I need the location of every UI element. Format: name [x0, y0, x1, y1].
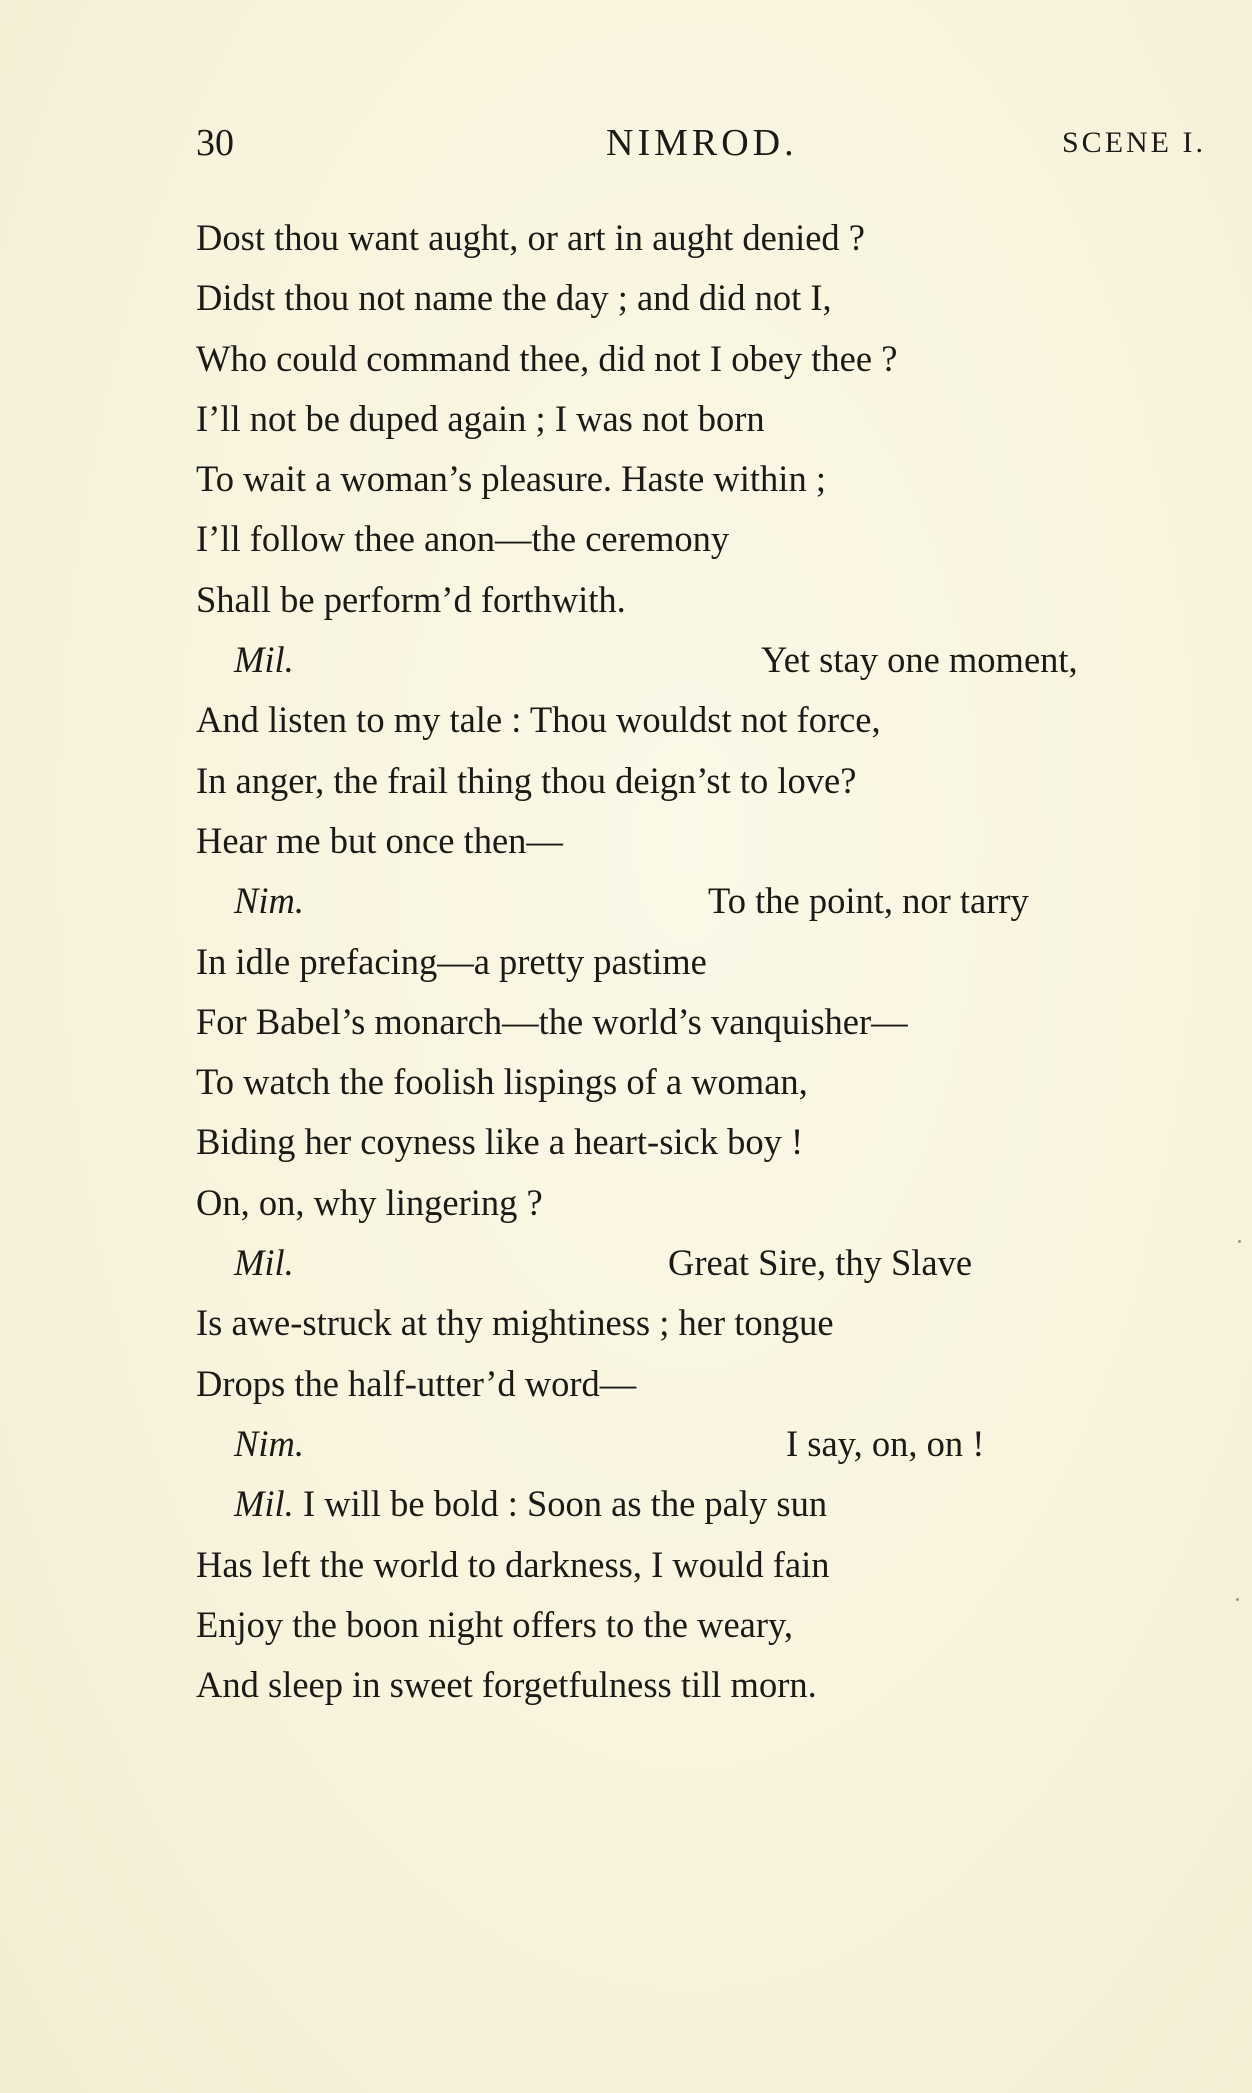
line-continuation: Great Sire, thy Slave — [668, 1242, 973, 1284]
verse-line-21 — [196, 1414, 1186, 1474]
verse-text — [196, 208, 1186, 1715]
speaker-label: Mil. — [234, 1483, 294, 1525]
verse-line-23: Has left the world to darkness, I would fain — [196, 1543, 830, 1585]
verse-line-16: Biding her coyness like a heart-sick boy ! — [196, 1121, 804, 1163]
verse-line-22 — [196, 1474, 1186, 1534]
verse-line-4: I’ll not be duped again ; I was not born — [196, 397, 765, 439]
verse-line-1: Dost thou want aught, or art in aught denied ? — [196, 217, 866, 258]
line-continuation: Yet stay one moment, — [761, 639, 1078, 681]
scene-label: SCENE I. — [1062, 126, 1206, 159]
verse-line-9: And listen to my tale : Thou wouldst not force, — [196, 699, 881, 741]
running-head — [196, 118, 1206, 168]
line-continuation: I say, on, on ! — [786, 1422, 985, 1464]
speaker-label: Nim. — [234, 880, 304, 922]
verse-line-3: Who could command thee, did not I obey thee ? — [196, 337, 898, 379]
verse-line-18 — [196, 1233, 1186, 1293]
verse-line-14: For Babel’s monarch—the world’s vanquisher— — [196, 1000, 908, 1042]
page-number: 30 — [196, 122, 234, 164]
paper-speck — [1236, 1598, 1239, 1601]
line-continuation: To the point, nor tarry — [708, 880, 1029, 922]
paper-speck — [1238, 1240, 1241, 1243]
verse-line-7: Shall be perform’d forthwith. — [196, 578, 626, 620]
verse-line-12 — [196, 871, 1186, 931]
verse-line-5: To wait a woman’s pleasure. Haste within ; — [196, 458, 826, 500]
verse-line-15: To watch the foolish lispings of a woman, — [196, 1061, 808, 1103]
book-title: NIMROD. — [606, 122, 798, 164]
verse-line-19: Is awe-struck at thy mightiness ; her tongue — [196, 1302, 834, 1344]
verse-line-24: Enjoy the boon night offers to the weary, — [196, 1603, 794, 1645]
speaker-label: Mil. — [234, 639, 294, 681]
verse-line-11: Hear me but once then— — [196, 819, 563, 861]
verse-line-17: On, on, why lingering ? — [196, 1181, 543, 1223]
verse-line-13: In idle prefacing—a pretty pastime — [196, 940, 707, 982]
verse-line-10: In anger, the frail thing thou deign’st to love? — [196, 759, 857, 801]
speaker-label: Nim. — [234, 1422, 304, 1464]
verse-line-20: Drops the half-utter’d word— — [196, 1362, 637, 1404]
verse-line-2: Didst thou not name the day ; and did not I, — [196, 277, 832, 319]
line-continuation: I will be bold : Soon as the paly sun — [302, 1483, 828, 1525]
verse-line-25: And sleep in sweet forgetfulness till morn. — [196, 1664, 817, 1706]
verse-line-8 — [196, 630, 1186, 690]
speaker-label: Mil. — [234, 1242, 294, 1284]
verse-line-6: I’ll follow thee anon—the ceremony — [196, 518, 730, 560]
